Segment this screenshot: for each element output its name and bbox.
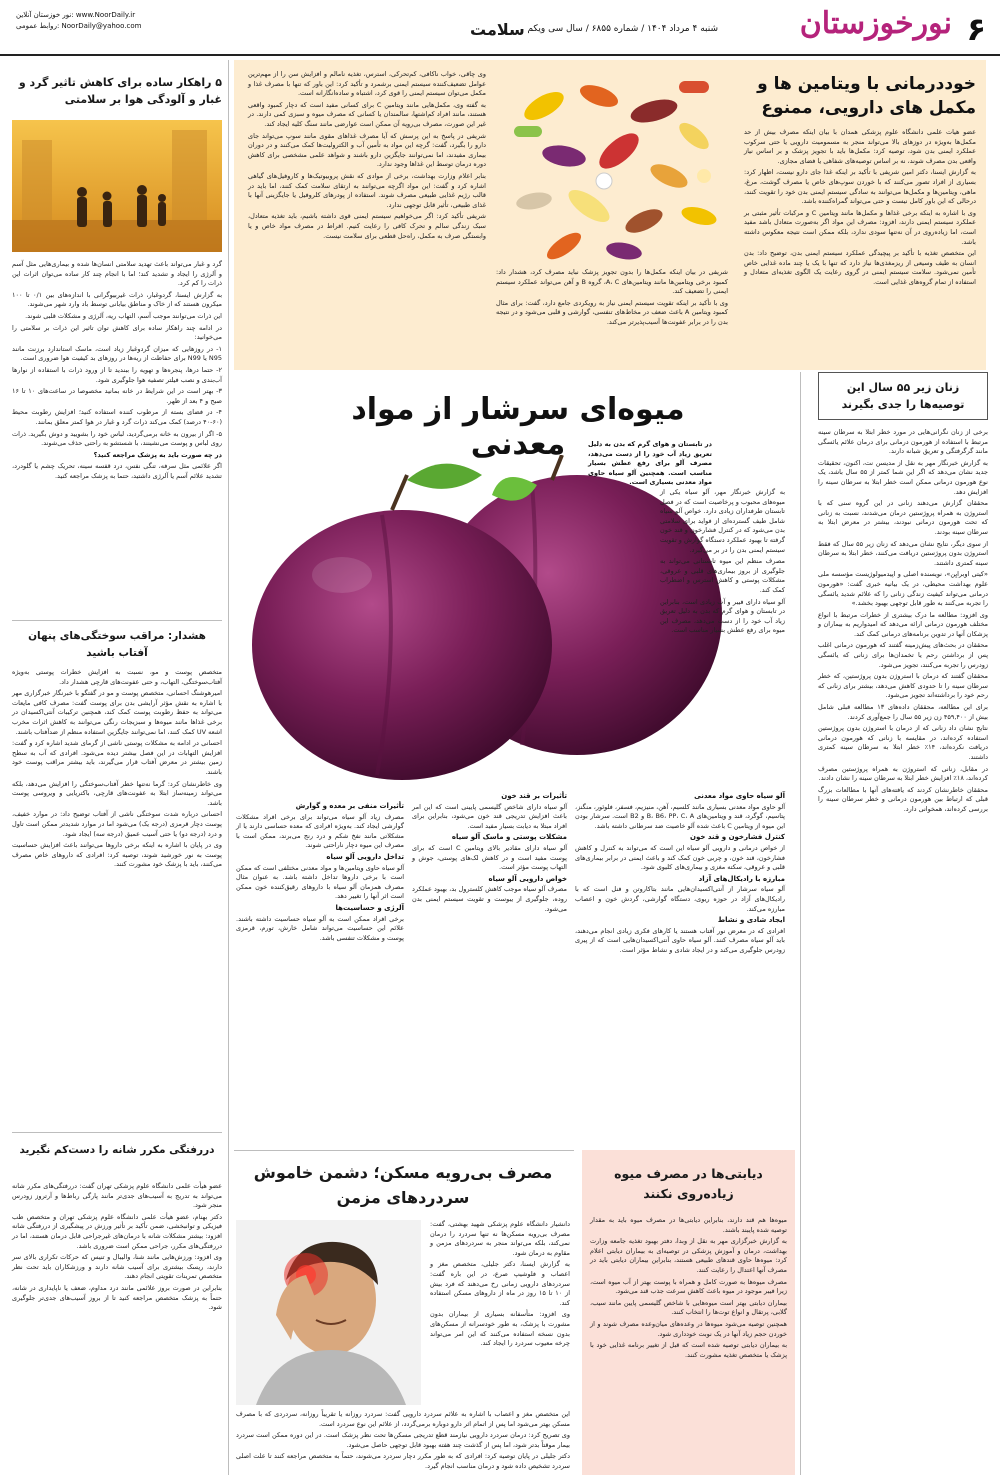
masthead bbox=[0, 0, 1000, 56]
paragraph: ۵- اگر از بیرون به خانه برمی‌گردید، لباس خود را بشویید و دوش بگیرید. ذرات روی لباس و پوست می‌نشینند، با شستشو به راحتی حذف می‌شوند. bbox=[12, 429, 222, 448]
subheading: تداخل دارویی آلو سیاه bbox=[326, 852, 404, 861]
paragraph: محققان گفتند که درمان با استروژن بدون پروژستین، که خطر سرطان سینه را تا حدودی کاهش می‌دهد، بیشتر برای زنانی که رحم خود را برداشته‌اند تجویز می‌شود. bbox=[818, 672, 988, 700]
paragraph: در مقابل، زنانی که استروژن به همراه پروژستین مصرف کرده‌اند، ۱۸٪ افزایش خطر ابتلا به سرطان سینه را نشان دادند. bbox=[818, 764, 988, 783]
subheading: خواص دارویی آلو سیاه bbox=[488, 874, 567, 883]
contact-info bbox=[16, 10, 141, 32]
paragraph: به گزارش ایسنا، گردوغبار، ذرات غیربیوگرانی با اندازه‌های بین ۰/۱ تا ۱۰۰ میکرون هستند که از خاک و مناطق بیابانی توسط باد وارد شهر می‌شوند. bbox=[12, 290, 222, 309]
paragraph: دانشیار دانشگاه علوم پزشکی شهید بهشتی، گفت: مصرف بی‌رویه مسکن‌ها نه تنها سردرد را درمان نمی‌کند، بلکه می‌تواند منجر به سردردهای مزمن و مقاوم به درمان شود. bbox=[430, 1220, 570, 1257]
paragraph: ۴- در فضای بسته از مرطوب کننده استفاده کنید؛ افزایش رطوبت محیط (۶۰-۴۰ درصد) کمک می‌کند ذرات گرد و غبار در هوا کمتر معلق بمانند. bbox=[12, 408, 222, 426]
diabetic-body bbox=[590, 1216, 787, 1362]
paragraph: ۳- بهتر است در این شرایط در خانه بمانید مخصوصا در ساعت‌های ۱۰ تا ۱۶ صبح و ۴ بعد از ظهر. bbox=[12, 387, 222, 405]
paragraph: وی تصریح کرد: درمان سردرد دارویی نیازمند قطع تدریجی مسکن‌ها تحت نظر پزشک است. در این دوره ممکن است سردرد بیمار موقتاً بدتر شود، اما پس از گذشت چند هفته بهبود قابل توجهی حاصل می‌شود. bbox=[236, 1431, 570, 1449]
paragraph: شریفی تأکید کرد: اگر می‌خواهیم سیستم ایمنی قوی داشته باشیم، باید تغذیه متعادل، سبک زندگی سالم و تحرک کافی را رعایت کنیم. افراط در مصرف مواد خاص و یا وابستگی صرف به مکمل، راه‌حل قطعی برای سلامت نیست. bbox=[248, 212, 486, 240]
paragraph: افرادی که در معرض نور آفتاب هستند یا کارهای فکری زیادی انجام می‌دهند، باید آلو سیاه مصرف کنند. آلو سیاه حاوی آنتی‌اکسیدان‌هایی است که از پیری زودرس جلوگیری می‌کند و در ایجاد شادی و نشاط مؤثر است. bbox=[575, 926, 785, 954]
paragraph: ۱- در روزهایی که میزان گردوغبار زیاد است، ماسک استاندارد برزنت مانند N95 یا N99 برای حفاظت از ریه‌ها در روزهای بد کیفیت هوا ضروری است. bbox=[12, 344, 222, 363]
paragraph: مصرف میوه‌ها به صورت کامل و همراه با پوست بهتر از آب میوه است، زیرا فیبر موجود در میوه باعث کاهش سرعت جذب قند می‌شود. bbox=[590, 1277, 787, 1296]
paragraph: به گزارش خبرگزاری مهر به نقل از وبدا، دفتر بهبود تغذیه جامعه وزارت بهداشت، درمان و آموزش پزشکی در توصیه‌ای به بیماران دیابتی اعلام کرد: میوه‌ها حاوی قندهای طبیعی هستند، بنابراین بیماران دیابتی باید در مصرف آنها اعتدال را رعایت کنند. bbox=[590, 1237, 787, 1274]
vitamins-article-box bbox=[234, 60, 986, 370]
paragraph: آلو سیاه دارای شاخص گلیسمی پایینی است که این امر باعث افزایش تدریجی قند خون می‌شود، بنابراین برای افراد مبتلا به دیابت بسیار مفید است. bbox=[412, 802, 567, 830]
dust-body bbox=[12, 260, 222, 483]
paragraph: وی با تأکید بر اینکه تقویت سیستم ایمنی نیاز به رویکردی جامع دارد، گفت: برای مثال کمبود ویتامین A باعث ضعف در مخاط‌های تنفسی، گوارشی و قلبی می‌شود و در نتیجه بدن را در برابر عفونت‌ها آسیب‌پذیرتر می‌کند. bbox=[496, 298, 728, 326]
plum-column-1a bbox=[660, 488, 785, 638]
subheading: کنترل فشارخون و قند خون bbox=[690, 833, 785, 842]
paragraph: در ادامه چند راهکار ساده برای کاهش توان تاثیر این ذرات بر سلامتی را می‌خوانید: bbox=[12, 323, 222, 342]
paragraph: به گفته وی، مکمل‌هایی مانند ویتامین C برای کسانی مفید است که دچار کمبود واقعی هستند، مانند افراد کم‌اشتها، سالمندان یا کسانی که مصرف میوه و سبزی کمی دارند. در غیر این صورت، مصرف بی‌رویه آن ممکن است عوارضی مانند سنگ کلیه ایجاد کند. bbox=[248, 100, 486, 128]
paragraph: برخی از زنان نگرانی‌هایی در مورد خطر ابتلا به سرطان سینه مرتبط با استفاده از هورمون درمانی برای درمان علائم یائسگی مانند گرگرفتگی و تعریق شبانه دارند. bbox=[818, 428, 988, 456]
paragraph: نتایج نشان داد زنانی که از درمان با استروژن بدون پروژستین استفاده کرده‌اند، در مقایسه با زنانی که هورمون درمانی دریافت نکرده‌اند، ۱۴٪ خطر ابتلا به سرطان سینه کمتری داشتند. bbox=[818, 724, 988, 761]
paragraph: در تابستان و هوای گرم که بدن به دلیل تعریق زیاد آب خود را از دست می‌دهد، مصرف آلو برای رفع عطش بسیار مناسب است. همچنین آلو سیاه حاوی مواد معدنی بسیاری است. bbox=[588, 440, 712, 487]
paragraph: این متخصص تغذیه با تأکید بر پیچیدگی عملکرد سیستم ایمنی بدن، توضیح داد: بدن انسان به طیف وسیعی از ریزمغذی‌ها نیاز دارد که تنها با یک یا چند ماده غذایی خاص تأمین نمی‌شود. سلامت سیستم ایمنی در گروی رعایت یک الگوی تغذیه‌ای متعادل و استفاده از تمام گروه‌های غذایی است. bbox=[744, 249, 976, 286]
paragraph: متخصص پوست و مو، نسبت به افزایش خطرات پوستی به‌ویژه آفتاب‌سوختگی، التهاب، و حتی عفونت‌های قارچی هشدار داد. bbox=[12, 668, 222, 686]
paragraph: در چه صورت باید به پزشک مراجعه کنید؟ bbox=[93, 450, 222, 459]
contact-email[interactable]: روابط عمومی: NoorDaily@yahoo.com bbox=[16, 22, 142, 30]
plum-fruit-image bbox=[232, 455, 727, 785]
subheading: مبارزه با رادیکال‌های آزاد bbox=[698, 874, 785, 883]
right-column bbox=[818, 372, 988, 817]
paragraph: دکتر بهنام، عضو هیأت علمی دانشگاه علوم پزشکی تهران و متخصص طب فیزیکی و توانبخشی، ضمن تأکید بر تأثیر ورزش در پیشگیری از دررفتگی شانه افزود: بیشتر مشکلات شانه با درمان‌های غیرجراحی قابل درمان هستند، اما در دررفتگی‌های مکرر، جراحی ممکن است ضروری باشد. bbox=[12, 1212, 222, 1250]
paragraph: به گزارش خبرنگار مهر، آلو سیاه یکی از میوه‌های محبوب و پرخاصیت است که در فصل تابستان طرفداران زیادی دارد. خواص آلو سیاه شامل طیف گسترده‌ای از فواید برای سلامتی بدن می‌شود که در کنترل فشارخون و قند خون گرفته تا بهبود عملکرد دستگاه گوارش و تقویت سیستم ایمنی بدن را در بر می‌گیرد. bbox=[659, 488, 785, 554]
paragraph: احسانی درباره شدت سوختگی ناشی از آفتاب توضیح داد: در موارد خفیف، پوست دچار قرمزی (درجه یک) می‌شود اما در موارد شدیدتر ممکن است تاول و درد (درجه دو) یا حتی آسیب عمیق (درجه سه) ایجاد شود. bbox=[12, 810, 222, 838]
paragraph: به بیماران دیابتی توصیه شده است که قبل از تغییر برنامه غذایی خود با پزشک یا متخصص تغذیه مشورت کنند. bbox=[590, 1341, 787, 1359]
paragraph: وی خاطرنشان کرد: گرما نه‌تنها خطر آفتاب‌سوختگی را افزایش می‌دهد، بلکه می‌تواند زمینه‌ساز ابتلا به عفونت‌های قارچی، باکتریایی و ویروسی پوست باشد. bbox=[12, 779, 222, 807]
paragraph: مصرف آلو سیاه موجب کاهش کلسترول بد، بهبود عملکرد روده، جلوگیری از یبوست و تقویت سیستم ایمنی بدن می‌شود. bbox=[412, 885, 567, 913]
sunburn-headline: هشدار: مراقب سوختگی‌های پنهان آفتاب باشید bbox=[28, 630, 206, 659]
paragraph: وی با اشاره به اینکه برخی غذاها و مکمل‌ها مانند ویتامین C و مرکبات تأثیر مثبتی بر عملکرد سیستم ایمنی دارند، افزود: مصرف این مواد اگر به‌صورت متعادل باشد مفید است، اما زیاده‌روی در آن نه‌تنها سودی ندارد، بلکه ممکن است نتیجه معکوس داشته باشد. bbox=[744, 208, 976, 246]
paragraph: ۲- حتما درها، پنجره‌ها و تهویه را ببندید تا از ورود ذرات با استفاده از نوارها آب‌بندی و نصب فیلتر تصفیه هوا جلوگیری شود. bbox=[12, 365, 222, 384]
paragraph: دکتر جلیلی در پایان توصیه کرد: افرادی که به طور مکرر دچار سردرد می‌شوند، حتماً به متخصص مراجعه کنند تا علت اصلی سردرد تشخیص داده شود و درمان مناسب انجام گیرد. bbox=[236, 1452, 570, 1470]
vitamins-column-3 bbox=[496, 268, 728, 330]
dust-headline: ۵ راهکار ساده برای کاهش تاثیر گرد و غبار و آلودگی هوا بر سلامتی bbox=[18, 76, 222, 106]
headache-headline: مصرف بی‌رویه مسکن؛ دشمن خاموش سردردهای مزمن bbox=[253, 1163, 553, 1207]
headache-column-1 bbox=[430, 1220, 570, 1351]
paragraph: برای این مطالعه، محققان داده‌های ۱۳ مطالعه قبلی شامل بیش از ۴۵۹,۴۰۰ زن زیر ۵۵ سال را جمع‌آوری کردند. bbox=[818, 703, 988, 721]
paragraph: بیماران دیابتی بهتر است میوه‌هایی با شاخص گلیسمی پایین مانند سیب، گلابی، پرتقال و انواع توت‌ها را انتخاب کنند. bbox=[590, 1298, 787, 1317]
paragraph: گرد و غبار می‌تواند باعث تهدید سلامتی انسان‌ها شده و بیماری‌هایی مثل آسم و آلرژی را ایجاد و تشدید کند؛ اما با انجام چند کار ساده می‌توان اثرات این ذرات را کم کرد. bbox=[12, 260, 222, 288]
dusty-street-image bbox=[12, 120, 222, 252]
paragraph: این ذرات می‌توانند موجب آسم، التهاب ریه، آلرژی و مشکلات قلبی شوند. bbox=[25, 311, 222, 320]
paragraph: برخی افراد ممکن است به آلو سیاه حساسیت داشته باشند. علائم این حساسیت می‌تواند شامل خارش، تورم، قرمزی پوست و مشکلات تنفسی باشد. bbox=[236, 914, 404, 942]
left-column bbox=[12, 60, 222, 1475]
paragraph: به گزارش ایسنا، دکتر امین شریفی با تأکید بر اینکه غذا جای دارو نیست، اظهار کرد: بسیاری از افراد تصور می‌کنند که با خوردن سوپ‌های خاص یا مصرف گوشت، مرغ، ماهی، ویتامین‌ها و مکمل‌ها می‌توانند به سادگی سیستم ایمنی بدن خود را تقویت کنند، درحالی که این باور کامل نیست و حتی می‌تواند گمراه‌کننده باشد. bbox=[744, 168, 976, 206]
paragraph: بنابراین در صورت بروز علائمی مانند درد مداوم، ضعف یا ناپایداری در شانه، حتماً به پزشک متخصص مراجعه کنید تا از بروز آسیب‌های جدی‌تر جلوگیری شود. bbox=[12, 1283, 222, 1312]
subheading: ایجاد شادی و نشاط bbox=[717, 916, 785, 925]
section-title: سلامت bbox=[470, 20, 525, 39]
paragraph: محققان در بحث‌های پیش‌زمینه گفتند که هورمون درمانی اغلب پس از برداشتن رحم یا تخمدان‌ها برای زنانی که یائسگی زودرس را تجربه می‌کنند، تجویز می‌شود. bbox=[818, 641, 988, 669]
paragraph: وی چاقی، خواب ناکافی، کم‌تحرکی، استرس، تغذیه نامالم و افزایش سن را از مهم‌ترین عوامل تضعیف‌کننده سیستم ایمنی برشمرد و تأکید کرد: این باور که تنها با مصرف غذا و مکمل می‌توان سیستم ایمنی را قوی کرد، اشتباه و ساده‌انگارانه است. bbox=[248, 70, 486, 98]
divider bbox=[12, 1132, 222, 1133]
paragraph: «کیتی اوبرایِن»، نویسنده اصلی و اپیدمیولوژیست مؤسسه ملی علوم بهداشت محیطی، در یک بیانیه خبری گفت: «هورمون درمانی می‌تواند کیفیت زندگی زنانی را که علائم شدید یائسگی را تجربه می‌کنند به طور قابل توجهی بهبود بخشد.» bbox=[818, 570, 988, 608]
site-url[interactable]: نور خوزستان آنلاین: www.NoorDaily.ir bbox=[16, 11, 136, 19]
paragraph: آلو سیاه دارای فیبر و آب زیادی است، بنابراین در تابستان و هوای گرم که بدن به دلیل تعریق زیاد آب خود را از دست می‌دهد، مصرف این میوه برای رفع عطش بسیار مناسب است. bbox=[660, 597, 785, 635]
headache-man-image bbox=[236, 1220, 421, 1405]
paragraph: شریفی در پاسخ به این پرسش که آیا مصرف غذاهای مقوی مانند سوپ می‌تواند جای دارو را بگیرد، گفت: گرچه این مواد به تأمین آب و الکترولیت‌ها کمک می‌کنند و در دوران بیماری مفیدند، اما نمی‌توانند جایگزین دارو باشند و شواهد علمی مشخصی برای کاهش دوره درمان توسط این غذاها وجود ندارد. bbox=[248, 131, 486, 169]
paragraph: از سوی دیگر، نتایج نشان می‌دهد که زنان زیر ۵۵ سال که فقط استروژن بدون پروژستین دریافت می‌کنند، خطر ابتلا به سرطان سینه کمتری داشتند. bbox=[818, 539, 988, 567]
diabetic-article-box bbox=[582, 1150, 795, 1475]
column-divider bbox=[228, 60, 229, 1475]
issue-info: شنبه ۴ مرداد ۱۴۰۴ / شماره ۶۸۵۵ / سال سی ویکم bbox=[527, 24, 718, 34]
shoulder-body bbox=[12, 1182, 222, 1315]
paragraph: احسانی در ادامه به مشکلات پوستی ناشی از گرمای شدید اشاره کرد و گفت: افزایش التهابات در این فصل بیشتر دیده می‌شود. افرادی که آب به سطح زمین بیشتر در معرض آفتاب قرار می‌گیرند، باید بیشتر مراقب پوست خود باشند. bbox=[12, 739, 222, 776]
paragraph: این متخصص مغز و اعصاب با اشاره به علائم سردرد دارویی گفت: سردرد روزانه یا تقریباً روزانه، سردردی که با مصرف مسکن بهتر می‌شود اما پس از اتمام اثر دارو دوباره برمی‌گردد، از علائم این نوع سردرد است. bbox=[236, 1410, 570, 1428]
vitamins-headline: خوددرمانی با ویتامین ها و مکمل های دارویی، ممنوع bbox=[757, 74, 976, 118]
paragraph: آلو حاوی مواد معدنی بسیاری مانند کلسیم، آهن، منیزیم، فسفر، فلوئور، منگنز، پتاسیم، گوگرد، قند و ویتامین‌های B، B6، PP، C، A و B2 است. سرشار بودن این میوه از ویتامین C باعث شده آلو خاصیت ضد سرطانی داشته باشد. bbox=[575, 802, 785, 830]
subheading: مشکلات پوستی و ماسک آلو سیاه bbox=[451, 833, 567, 842]
paragraph: به گزارش خبرنگار مهر به نقل از مدیسن نت، اکنون، تحقیقات جدید نشان می‌دهد که اگر این شما کمتر از ۵۵ سال باشد، یک نوع هورمون درمانی ممکن است خطر ابتلا به سرطان سینه را افزایش دهد. bbox=[818, 458, 988, 496]
paragraph: همچنین توصیه می‌شود میوه‌ها در وعده‌های میان‌وعده مصرف شوند و از خوردن حجم زیاد آنها در یک نوبت خودداری شود. bbox=[590, 1319, 787, 1338]
subheading: تأثیرات منفی بر معده و گوارش bbox=[295, 802, 404, 810]
paragraph: وی افزود: ورزش‌هایی مانند شنا، والیبال و تنیس که حرکات تکراری بالای سر دارند، ریسک بیشتری برای آسیب شانه دارند و ورزشکاران باید تحت نظر متخصص تمرینات تقویتی انجام دهند. bbox=[12, 1253, 222, 1281]
paragraph: عضو هیات علمی دانشگاه علوم پزشکی همدان با بیان اینکه مصرف بیش از حد مکمل‌ها به‌ویژه در دوزهای بالا می‌تواند منجر به مسمومیت دارویی یا حتی سرکوب عملکرد ایمنی بدن شود، توصیه کرد: مکمل‌ها باید با تجویز پزشک و بر اساس نیاز واقعی بدن مصرف شوند، نه بر اساس توصیه‌های شفاهی یا فضای مجازی. bbox=[744, 128, 976, 165]
paper-name-logo: نورخوزستان bbox=[799, 6, 952, 41]
paragraph: وی در پایان با اشاره به اینکه برخی داروها می‌توانند باعث افزایش حساسیت پوست به نور خورشید شوند، توصیه کرد: افرادی که داروهای خاص مصرف می‌کنند، باید با پزشک خود مشورت کنند. bbox=[12, 841, 222, 869]
shoulder-headline: دررفتگی مکرر شانه را دست‌کم نگیرید bbox=[19, 1144, 215, 1156]
subheading: آلرژی و حساسیت‌ها bbox=[335, 903, 404, 912]
subheading: آلو سیاه حاوی مواد معدنی bbox=[694, 792, 785, 800]
vitamins-column-1 bbox=[744, 128, 976, 290]
paragraph: محققان خاطرنشان کردند که یافته‌های آنها با مطالعات بزرگ قبلی که ارتباط بین هورمون درمانی و خطر سرطان سینه را بررسی کرده‌اند، همخوانی دارد. bbox=[818, 785, 988, 813]
women-body bbox=[818, 428, 988, 815]
paragraph: از خواص درمانی و دارویی آلو سیاه این است که می‌تواند به کنترل و کاهش فشارخون، قند خون، و چربی خون کمک کند و باعث ایمنی در برابر بیماری‌های قلبی و عروقی، سکته مغزی و بیماری‌های کلیوی شود. bbox=[575, 843, 785, 872]
plum-column-2 bbox=[412, 790, 567, 916]
sunburn-body bbox=[12, 668, 222, 872]
paragraph: به گزارش ایسنا، دکتر جلیلی، متخصص مغز و اعصاب و فلوشیپ صرع، در این باره گفت: سردردهای دارویی زمانی رخ می‌دهند که فرد بیش از ۱۰ تا ۱۵ روز در ماه از داروهای مسکن استفاده کند. bbox=[430, 1260, 571, 1307]
paragraph: مصرف زیاد آلو سیاه می‌تواند برای برخی افراد مشکلات گوارشی ایجاد کند. به‌ویژه افرادی که معده حساسی دارند یا از مشکلاتی مانند نفخ شکم و درد رنج می‌برند، ممکن است با مصرف این میوه دچار ناراحتی شوند. bbox=[236, 812, 404, 850]
women-headline: زنان زیر ۵۵ سال این توصیه‌ها را جدی بگیرند bbox=[818, 372, 988, 420]
paragraph: عضو هیأت علمی دانشگاه علوم پزشکی تهران گفت: دررفتگی‌های مکرر شانه می‌تواند به تدریج به آسیب‌های جدی‌تر مانند پارگی رباط‌ها و آرتروز زودرس منجر شود. bbox=[12, 1182, 222, 1210]
pills-image bbox=[504, 66, 724, 262]
vitamins-column-2 bbox=[248, 70, 486, 243]
paragraph: وی افزود: مطالعه ما درک بیشتری از خطرات مرتبط با انواع مختلف هورمون درمانی ارائه می‌دهد که امیدواریم به بیماران و پزشکان آنها در تدوین برنامه‌های درمانی کمک کند. bbox=[818, 610, 988, 638]
page-number: ۶ bbox=[966, 10, 986, 48]
paragraph: امیرهوشنگ احسانی، متخصص پوست و مو در گفتگو با خبرنگار خبرگزاری مهر با اشاره به نقش مؤثر آرایشی بدن برای پوست گفت: مصرف کافی مایعات می‌تواند به حفظ رطوبت پوست کمک کند، همچنین ترکیبات آنتی‌اکسیدان در برخی غذاها مانند میوه‌ها و سبزیجات رنگی می‌توانند به کاهش اثرات مخرب اشعه UV کمک کنند، اما نمی‌توانند جایگزین استفاده منظم از ضدآفتاب باشند. bbox=[12, 689, 222, 736]
diabetic-headline: دیابتی‌ها در مصرف میوه زیاده‌روی نکنند bbox=[614, 1166, 763, 1201]
paragraph: آلو سیاه حاوی ویتامین‌ها و مواد معدنی مختلفی است که ممکن است با برخی داروها تداخل داشته باشد. به عنوان مثال مصرف همزمان آلو سیاه با داروهای رقیق‌کننده خون ممکن است اثر آنها را تغییر دهد. bbox=[236, 863, 404, 901]
column-divider bbox=[800, 372, 801, 1475]
paragraph: آلو سیاه دارای مقادیر بالای ویتامین C است که برای پوست مفید است و در کاهش لک‌های پوستی، جوش و التهاب پوست مؤثر است. bbox=[412, 843, 567, 872]
plum-column-3 bbox=[236, 800, 404, 945]
paragraph: مصرف منظم این میوه تابستانی می‌تواند به جلوگیری از بروز بیماری‌های قلبی و عروقی، مشکلات پوستی و کاهش استرس و اضطراب کمک کند. bbox=[660, 557, 785, 594]
plum-intro bbox=[588, 440, 712, 490]
paragraph: شریفی در بیان اینکه مکمل‌ها را بدون تجویز پزشک نباید مصرف کرد، هشدار داد: کمبود برخی ویتامین‌ها مانند ویتامین‌های A، C، گروه B و آهن می‌تواند عملکرد سیستم ایمنی را تضعیف کند. bbox=[496, 268, 728, 296]
paragraph: بنابر اعلام وزارت بهداشت، برخی از موادی که نقش پروبیوتیک‌ها و کاروفیل‌های گیاهی اشاره کرد و گفت: این مواد اگرچه می‌توانند به ارتقای سلامت کمک کنند، اما باید در قالب رژیم غذایی طبیعی مصرف شوند. استفاده از پودرهای کلروفیل یا جایگزینی آنها با غذای طبیعی، تأثیر قابل توجهی ندارد. bbox=[248, 171, 486, 209]
divider bbox=[12, 620, 222, 621]
paragraph: محققان گزارش می‌دهند زنانی در این گروه سنی که با استروژن به همراه پروژستین درمان می‌شدند، نسبت به زنانی که تحت هورمون درمانی نبودند، بیشتر در معرض ابتلا به سرطان سینه بودند. bbox=[818, 499, 988, 536]
paragraph: اگر علائمی مثل سرفه، تنگی نفس، درد قفسه سینه، تحریک چشم یا گلودرد، تشدید علائم آسم یا آلرژی داشتید، حتما به پزشک مراجعه کنید. bbox=[12, 462, 222, 480]
plum-column-1b bbox=[575, 790, 785, 958]
divider bbox=[234, 1150, 574, 1151]
headache-column-2 bbox=[236, 1410, 570, 1474]
paragraph: میوه‌ها هم قند دارند، بنابراین دیابتی‌ها در مصرف میوه باید به مقدار توصیه شده پایبند باشند. bbox=[590, 1216, 787, 1234]
plum-headline: میوه‌ای سرشار از مواد معدنی bbox=[351, 392, 685, 462]
subheading: تأثیرات بر قند خون bbox=[501, 792, 567, 800]
paragraph: وی افزود: متأسفانه بسیاری از بیماران بدون مشورت با پزشک، به طور خودسرانه از مسکن‌های بدون نسخه استفاده می‌کنند که این امر می‌تواند چرخه معیوب سردرد را ایجاد کند. bbox=[430, 1310, 570, 1348]
paragraph: آلو سیاه سرشار از آنتی‌اکسیدان‌هایی مانند بتاکاروتن و فنل است که با رادیکال‌های آزاد در حوزه ریوی، دستگاه گوارشی، گردش خون و اعصاب مبارزه می‌کند. bbox=[575, 885, 785, 913]
